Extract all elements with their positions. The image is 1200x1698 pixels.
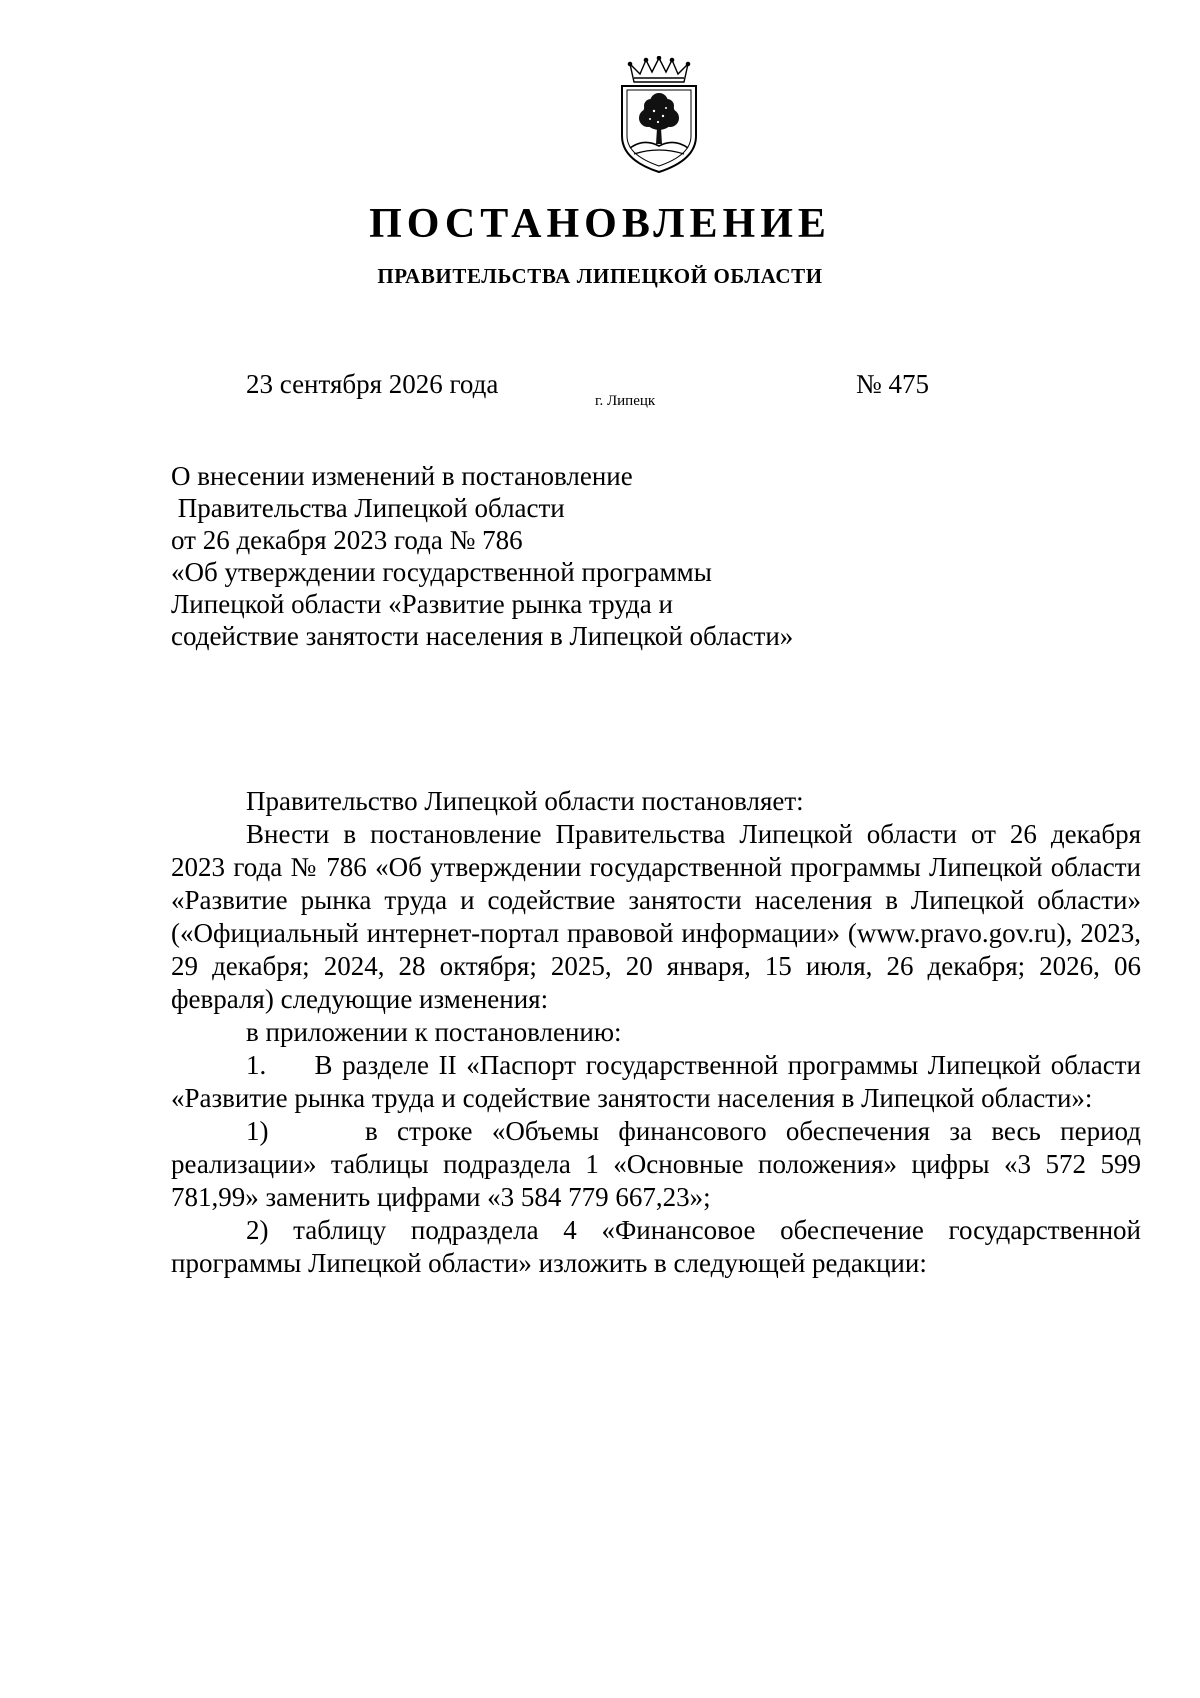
body-paragraph: Внести в постановление Правительства Липецкой области от 26 декабря 2023 года № 786 «Об утверждении государственной программы Липецкой области «Развитие рынка труда и содействие занятости населения в Липецкой области» («Официальный интернет-портал правовой информации» (www.pravo.gov.ru), 2023, 29 декабря; 2024, 28 октября; 2025, 20 января, 15 июля, 26 декабря; 2026, 06 февраля) следующие изменения: bbox=[171, 819, 1141, 1014]
document-body bbox=[171, 785, 1141, 1280]
subject-line: Правительства Липецкой области bbox=[171, 493, 565, 523]
document-date: 23 сентября 2026 года bbox=[246, 369, 499, 399]
subject-line: Липецкой области «Развитие рынка труда и bbox=[171, 589, 673, 619]
subject-line: «Об утверждении государственной программы bbox=[171, 557, 712, 587]
body-paragraph: 1) в строке «Объемы финансового обеспечения за весь период реализации» таблицы подраздела 1 «Основные положения» цифры «3 572 599 781,99» заменить цифрами «3 584 779 667,23»; bbox=[171, 1116, 1141, 1212]
subject-line: содействие занятости населения в Липецкой области» bbox=[171, 621, 794, 651]
body-paragraph: в приложении к постановлению: bbox=[246, 1017, 622, 1047]
coat-of-arms-icon bbox=[616, 56, 702, 176]
body-paragraph: Правительство Липецкой области постановляет: bbox=[246, 786, 804, 816]
body-paragraph: 1. В разделе II «Паспорт государственной программы Липецкой области «Развитие рынка труда и содействие занятости населения в Липецкой области»: bbox=[171, 1050, 1141, 1113]
document-subtitle: ПРАВИТЕЛЬСТВА ЛИПЕЦКОЙ ОБЛАСТИ bbox=[377, 264, 823, 288]
subject-line: О внесении изменений в постановление bbox=[171, 461, 633, 491]
subject-line: от 26 декабря 2023 года № 786 bbox=[171, 525, 523, 555]
body-paragraph: 2) таблицу подраздела 4 «Финансовое обеспечение государственной программы Липецкой области» изложить в следующей редакции: bbox=[171, 1215, 1141, 1278]
document-city: г. Липецк bbox=[595, 393, 656, 409]
document-number: № 475 bbox=[856, 369, 930, 399]
document-title: ПОСТАНОВЛЕНИЕ bbox=[369, 201, 831, 247]
document-subject bbox=[171, 460, 871, 652]
